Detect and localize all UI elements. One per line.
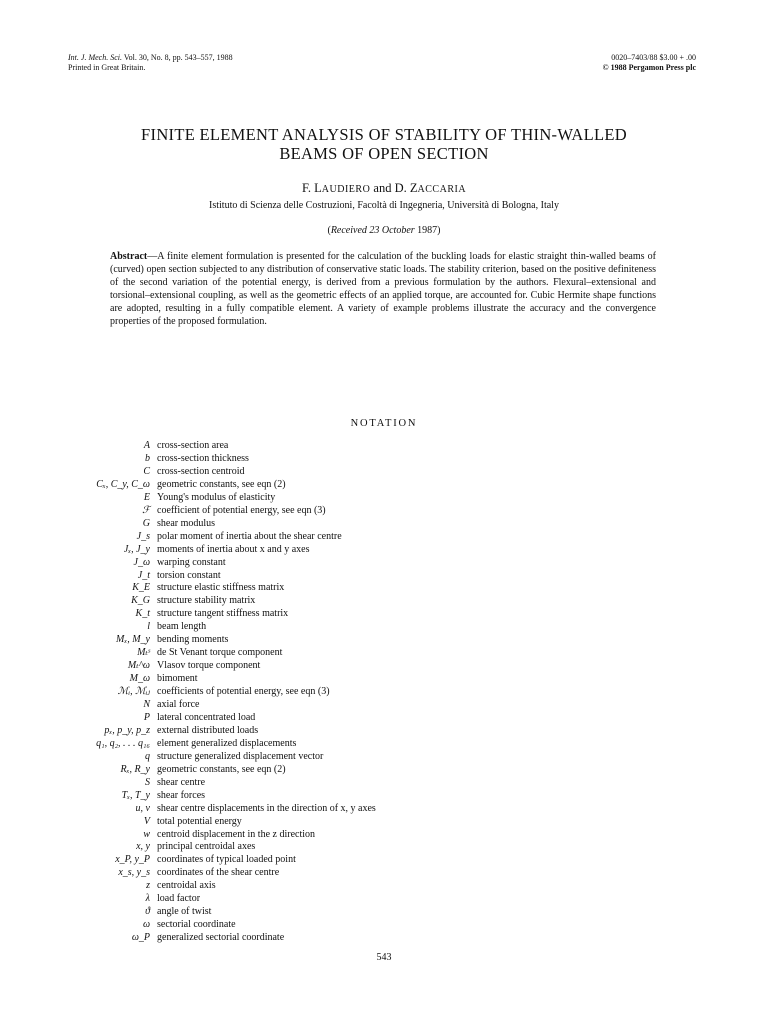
notation-description: coefficients of potential energy, see eqn (3) bbox=[157, 686, 330, 698]
notation-symbol: A bbox=[143, 440, 150, 451]
notation-description: Young's modulus of elasticity bbox=[157, 491, 276, 503]
authors-and: and bbox=[370, 181, 395, 195]
notation-description: element generalized displacements bbox=[157, 737, 297, 749]
author-1-initial: F. L bbox=[301, 181, 322, 195]
notation-row bbox=[0, 750, 768, 763]
notation-row bbox=[0, 556, 768, 569]
notation-row bbox=[0, 840, 768, 853]
notation-row bbox=[0, 439, 768, 452]
notation-row bbox=[0, 828, 768, 841]
notation-description: shear forces bbox=[157, 789, 206, 801]
notation-row bbox=[0, 685, 768, 698]
notation-row bbox=[0, 815, 768, 828]
notation-description: structure elastic stiffness matrix bbox=[157, 582, 285, 594]
notation-description: moments of inertia about x and y axes bbox=[157, 543, 310, 555]
notation-symbol: z bbox=[146, 880, 150, 892]
notation-symbol: V bbox=[143, 815, 150, 827]
notation-description: total potential energy bbox=[157, 815, 242, 827]
notation-row bbox=[0, 931, 768, 944]
notation-row bbox=[0, 776, 768, 789]
notation-description: centroidal axis bbox=[157, 880, 216, 892]
notation-description: Vlasov torque component bbox=[157, 660, 261, 672]
notation-description: load factor bbox=[157, 893, 201, 905]
title-line-2: BEAMS OF OPEN SECTION bbox=[279, 144, 489, 163]
notation-symbol: S bbox=[145, 776, 150, 788]
notation-row bbox=[0, 569, 768, 582]
author-1-name: AUDIERO bbox=[321, 184, 371, 195]
publisher-header bbox=[603, 53, 696, 73]
notation-description: shear centre displacements in the direction of x, y axes bbox=[157, 802, 376, 814]
notation-description: lateral concentrated load bbox=[157, 711, 256, 723]
notation-row bbox=[0, 491, 768, 504]
notation-row bbox=[0, 789, 768, 802]
notation-description: warping constant bbox=[157, 556, 226, 568]
price-code: 0020–7403/88 $3.00 + .00 bbox=[611, 53, 696, 62]
affiliation: Istituto di Scienza delle Costruzioni, Facoltà di Ingegneria, Università di Bologna, Italy bbox=[209, 200, 559, 211]
notation-symbol: x_s, y_s bbox=[118, 867, 150, 879]
journal-header bbox=[68, 53, 233, 73]
notation-row bbox=[0, 724, 768, 737]
notation-symbol: J_t bbox=[137, 569, 150, 581]
notation-symbol: l bbox=[147, 621, 150, 633]
notation-symbol: P bbox=[143, 711, 150, 723]
notation-row bbox=[0, 905, 768, 918]
notation-description: shear centre bbox=[157, 776, 206, 788]
notation-symbol: x, y bbox=[136, 841, 150, 853]
notation-symbol: q₁, q₂, . . . q₁₆ bbox=[96, 737, 150, 749]
printed-note: Printed in Great Britain. bbox=[68, 63, 146, 72]
notation-symbol: ω_P bbox=[131, 932, 150, 944]
notation-row bbox=[0, 698, 768, 711]
notation-row bbox=[0, 465, 768, 478]
notation-description: torsion constant bbox=[157, 569, 221, 581]
abstract bbox=[110, 250, 656, 329]
notation-row bbox=[0, 646, 768, 659]
notation-row bbox=[0, 581, 768, 594]
abstract-label: Abstract bbox=[110, 251, 148, 262]
notation-row bbox=[0, 543, 768, 556]
notation-row bbox=[0, 452, 768, 465]
notation-row bbox=[0, 866, 768, 879]
abstract-text: —A finite element formulation is presented for the calculation of the buckling loads for elastic straight thin-walled beams of (curved) open section subjected to any distribution of conservative static loads. The stability criterion, based on the positive definiteness of the second variation of the potential energy, is derived from a previous formulation by the authors. Flexural–extensional and torsional–extensional coupling, as well as the geometric effects of an applied torque, are accounted for. Cubic Hermite shape functions are adopted, resulting in a fully compatible element. A variety of example problems illustrate the accuracy and the convergence properties of the proposed formulation. bbox=[110, 251, 656, 328]
notation-row bbox=[0, 763, 768, 776]
authors bbox=[0, 181, 768, 196]
notation-description: polar moment of inertia about the shear centre bbox=[157, 530, 342, 542]
author-2-initial: D. Z bbox=[394, 181, 418, 195]
notation-symbol: pₓ, p_y, p_z bbox=[104, 724, 150, 736]
notation-symbol: λ bbox=[145, 893, 150, 905]
notation-symbol: ϑ bbox=[145, 906, 150, 918]
notation-row bbox=[0, 672, 768, 685]
paper-title bbox=[60, 125, 708, 163]
notation-heading: NOTATION bbox=[350, 418, 418, 429]
notation-row bbox=[0, 737, 768, 750]
notation-symbol: G bbox=[142, 517, 150, 529]
notation-row bbox=[0, 633, 768, 646]
notation-description: structure generalized displacement vector bbox=[157, 750, 324, 762]
notation-description: external distributed loads bbox=[157, 724, 259, 736]
notation-description: geometric constants, see eqn (2) bbox=[157, 478, 286, 490]
notation-symbol: u, v bbox=[135, 802, 150, 814]
notation-row bbox=[0, 711, 768, 724]
notation-description: coefficient of potential energy, see eqn (3) bbox=[157, 504, 326, 516]
notation-symbol: K_E bbox=[132, 582, 150, 594]
notation-description: cross-section thickness bbox=[157, 452, 249, 464]
notation-description: shear modulus bbox=[157, 517, 216, 529]
notation-row bbox=[0, 879, 768, 892]
notation-symbol: Cₓ, C_y, C_ω bbox=[96, 478, 150, 490]
notation-description: de St Venant torque component bbox=[157, 647, 283, 659]
notation-symbol: Mₜ^ω bbox=[127, 660, 150, 672]
notation-description: coordinates of the shear centre bbox=[157, 867, 280, 879]
notation-symbol: x_P, y_P bbox=[115, 854, 150, 866]
notation-symbol: Mₜˢ bbox=[137, 647, 150, 659]
notation-row bbox=[0, 607, 768, 620]
notation-row bbox=[0, 504, 768, 517]
notation-symbol: Mₓ, M_y bbox=[116, 634, 150, 646]
notation-description: axial force bbox=[157, 699, 200, 710]
notation-description: structure tangent stiffness matrix bbox=[157, 608, 289, 620]
page-number: 543 bbox=[376, 952, 392, 963]
notation-symbol: Rₓ, R_y bbox=[120, 763, 150, 775]
notation-row bbox=[0, 530, 768, 543]
received-open: ( bbox=[327, 225, 331, 236]
notation-row bbox=[0, 853, 768, 866]
notation-symbol: K_t bbox=[135, 608, 150, 620]
notation-symbol: w bbox=[143, 828, 150, 840]
notation-row bbox=[0, 517, 768, 530]
notation-symbol: J_ω bbox=[133, 556, 150, 568]
notation-description: cross-section centroid bbox=[157, 465, 245, 477]
title-line-1: FINITE ELEMENT ANALYSIS OF STABILITY OF THIN-WALLED bbox=[141, 125, 627, 144]
notation-row bbox=[0, 620, 768, 633]
notation-symbol: b bbox=[145, 452, 150, 464]
notation-description: centroid displacement in the z direction bbox=[157, 828, 315, 840]
notation-symbol: J_s bbox=[136, 530, 150, 542]
notation-symbol: N bbox=[143, 699, 150, 710]
notation-description: structure stability matrix bbox=[157, 595, 256, 607]
received-label: Received 23 October bbox=[330, 225, 415, 236]
notation-description: cross-section area bbox=[157, 440, 229, 451]
notation-description: generalized sectorial coordinate bbox=[157, 932, 285, 944]
notation-row bbox=[0, 478, 768, 491]
received-date bbox=[0, 225, 768, 236]
notation-row bbox=[0, 918, 768, 931]
journal-abbrev: Int. J. Mech. Sci. bbox=[68, 53, 122, 62]
notation-description: principal centroidal axes bbox=[157, 841, 256, 853]
notation-symbol: ℱ bbox=[142, 504, 150, 516]
notation-row bbox=[0, 659, 768, 672]
notation-description: beam length bbox=[157, 621, 207, 633]
copyright-note: © 1988 Pergamon Press plc bbox=[602, 63, 696, 72]
received-year: 1987) bbox=[414, 225, 441, 236]
notation-description: sectorial coordinate bbox=[157, 919, 236, 931]
notation-row bbox=[0, 594, 768, 607]
notation-symbol: C bbox=[143, 465, 150, 477]
notation-symbol: Jₓ, J_y bbox=[123, 543, 150, 555]
notation-description: angle of twist bbox=[157, 906, 212, 918]
notation-symbol: K_G bbox=[131, 595, 150, 607]
notation-description: bimoment bbox=[157, 673, 198, 685]
notation-symbol: q bbox=[145, 750, 150, 762]
notation-symbol: Tₓ, T_y bbox=[121, 789, 150, 801]
notation-row bbox=[0, 802, 768, 815]
notation-symbol: ω bbox=[142, 919, 150, 931]
notation-symbol: ℳᵢ, ℳᵢⱼ bbox=[117, 686, 150, 698]
notation-description: bending moments bbox=[157, 634, 229, 646]
notation-symbol: E bbox=[143, 491, 150, 503]
notation-symbol: M_ω bbox=[129, 673, 150, 685]
journal-citation: Vol. 30, No. 8, pp. 543–557, 1988 bbox=[123, 53, 233, 62]
author-2-name: ACCARIA bbox=[417, 184, 467, 195]
notation-row bbox=[0, 892, 768, 905]
notation-description: coordinates of typical loaded point bbox=[157, 854, 296, 866]
notation-description: geometric constants, see eqn (2) bbox=[157, 763, 286, 775]
